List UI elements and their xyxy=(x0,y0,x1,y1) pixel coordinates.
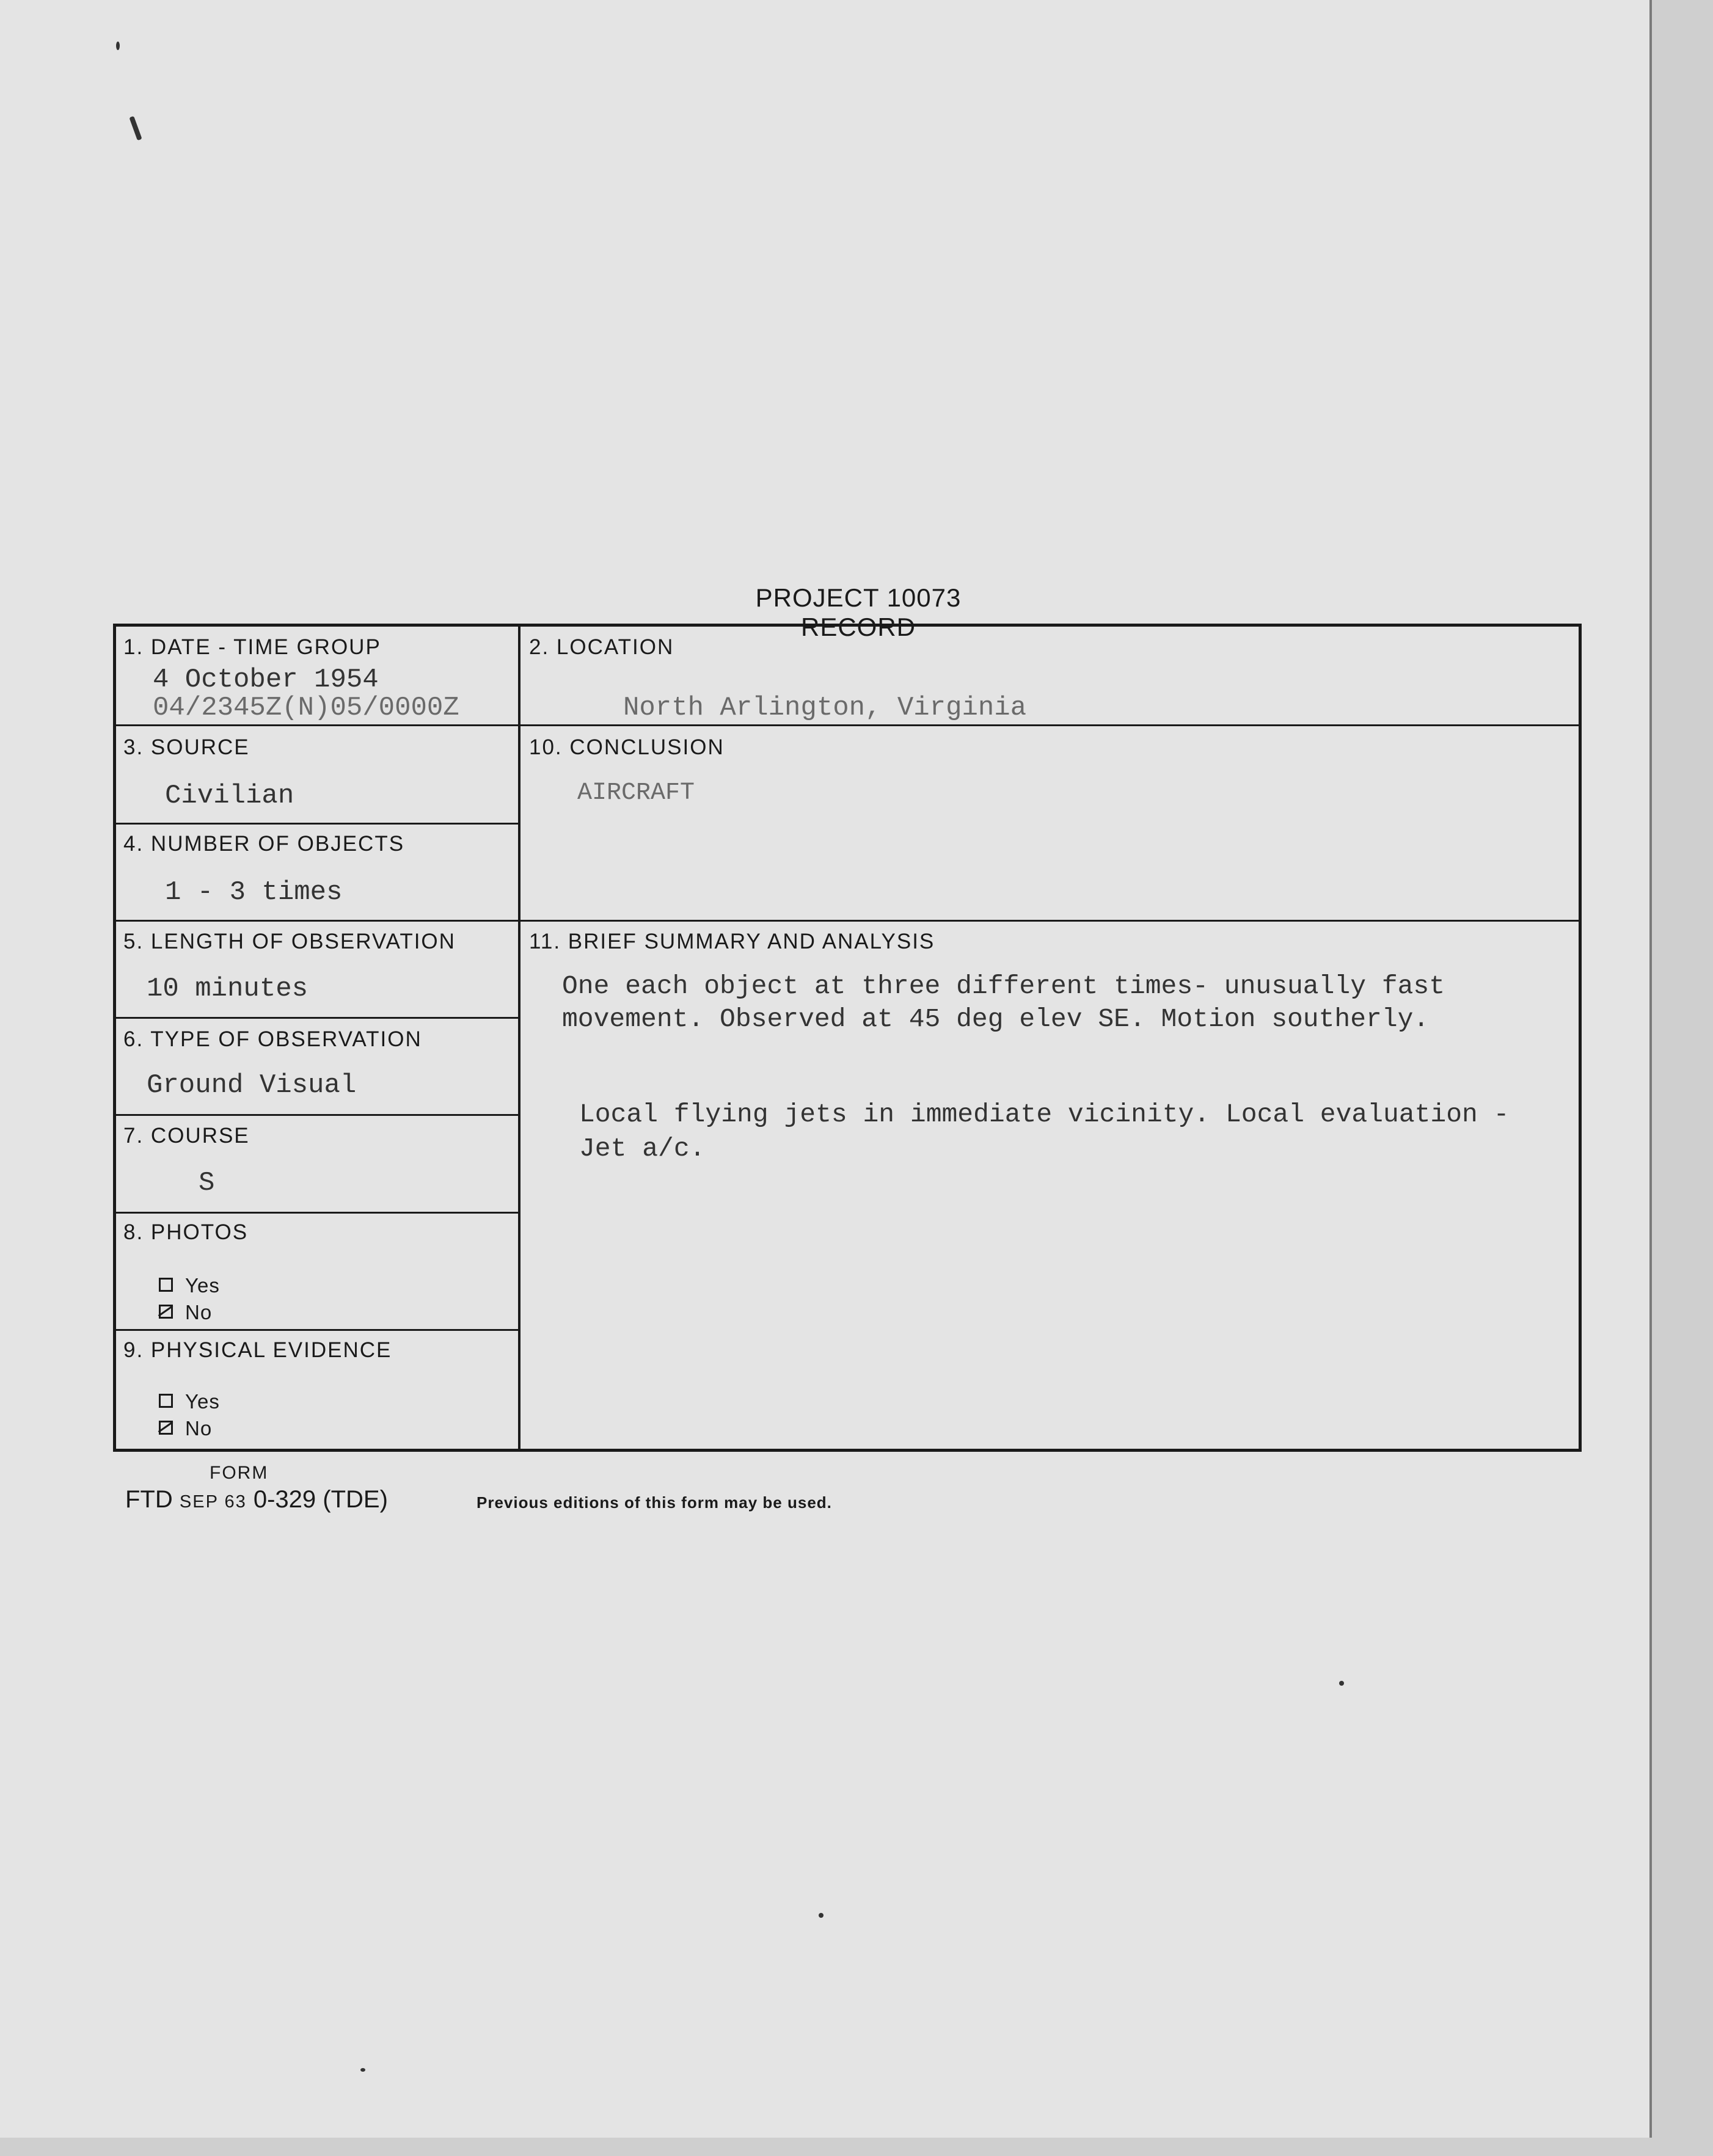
row-divider xyxy=(116,920,1579,922)
photos-yes-option[interactable] xyxy=(159,1274,220,1297)
physical-evidence-label: 9. PHYSICAL EVIDENCE xyxy=(123,1338,392,1362)
row-divider xyxy=(116,1017,519,1019)
form-identifier xyxy=(125,1486,388,1513)
length-of-observation-label: 5. LENGTH OF OBSERVATION xyxy=(123,930,456,953)
physical-evidence-no-label: No xyxy=(185,1417,213,1440)
scan-speck xyxy=(1339,1681,1344,1686)
summary-line: One each object at three different times- unusually fast xyxy=(562,971,1445,1001)
photos-yes-label: Yes xyxy=(185,1274,220,1297)
footer-form-word: FORM xyxy=(210,1463,269,1483)
location-label: 2. LOCATION xyxy=(529,635,674,659)
summary-line: movement. Observed at 45 deg elev SE. Motion southerly. xyxy=(562,1004,1430,1034)
scan-speck xyxy=(360,2068,365,2072)
row-divider xyxy=(116,1114,519,1116)
course-value: S xyxy=(199,1168,215,1198)
date-value: 4 October 1954 xyxy=(153,665,379,695)
scan-speck xyxy=(819,1913,824,1918)
scan-speck xyxy=(116,42,120,50)
footer-office: (TDE) xyxy=(323,1486,388,1513)
time-group-value: 04/2345Z(N)05/0000Z xyxy=(153,693,459,723)
scan-edge xyxy=(0,2138,1652,2156)
checked-checkbox-icon xyxy=(159,1421,173,1435)
number-of-objects-value: 1 - 3 times xyxy=(165,877,343,908)
summary-label: 11. BRIEF SUMMARY AND ANALYSIS xyxy=(529,930,935,953)
scan-speck xyxy=(129,116,142,140)
checked-checkbox-icon xyxy=(159,1305,173,1319)
column-divider xyxy=(518,627,520,1449)
record-form xyxy=(113,624,1582,1452)
footer-note: Previous editions of this form may be used. xyxy=(477,1493,832,1512)
location-value: North Arlington, Virginia xyxy=(623,693,1027,723)
physical-evidence-yes-option[interactable] xyxy=(159,1390,220,1413)
number-of-objects-label: 4. NUMBER OF OBJECTS xyxy=(123,832,405,856)
summary-line: Local flying jets in immediate vicinity. Local evaluation - xyxy=(579,1099,1510,1129)
row-divider xyxy=(116,823,519,825)
length-of-observation-value: 10 minutes xyxy=(147,974,309,1004)
checkbox-icon xyxy=(159,1394,173,1408)
source-value: Civilian xyxy=(165,781,294,811)
row-divider xyxy=(116,1212,519,1214)
conclusion-value: AIRCRAFT xyxy=(577,779,695,807)
date-time-label: 1. DATE - TIME GROUP xyxy=(123,635,381,659)
footer-date: SEP 63 xyxy=(179,1492,247,1512)
photos-label: 8. PHOTOS xyxy=(123,1220,249,1244)
form-title: PROJECT 10073 RECORD xyxy=(755,583,962,641)
photos-no-option[interactable] xyxy=(159,1301,212,1324)
type-of-observation-value: Ground Visual xyxy=(147,1070,357,1101)
physical-evidence-no-option[interactable] xyxy=(159,1417,212,1440)
type-of-observation-label: 6. TYPE OF OBSERVATION xyxy=(123,1027,422,1051)
footer-number: 0-329 xyxy=(253,1486,316,1513)
photos-no-label: No xyxy=(185,1301,213,1324)
summary-line: Jet a/c. xyxy=(579,1134,706,1164)
course-label: 7. COURSE xyxy=(123,1124,250,1148)
source-label: 3. SOURCE xyxy=(123,735,250,759)
checkbox-icon xyxy=(159,1278,173,1292)
row-divider xyxy=(116,1329,519,1331)
footer-org: FTD xyxy=(125,1486,173,1513)
scan-edge xyxy=(1649,0,1713,2156)
physical-evidence-yes-label: Yes xyxy=(185,1390,220,1413)
conclusion-label: 10. CONCLUSION xyxy=(529,735,725,759)
row-divider xyxy=(116,724,1579,726)
